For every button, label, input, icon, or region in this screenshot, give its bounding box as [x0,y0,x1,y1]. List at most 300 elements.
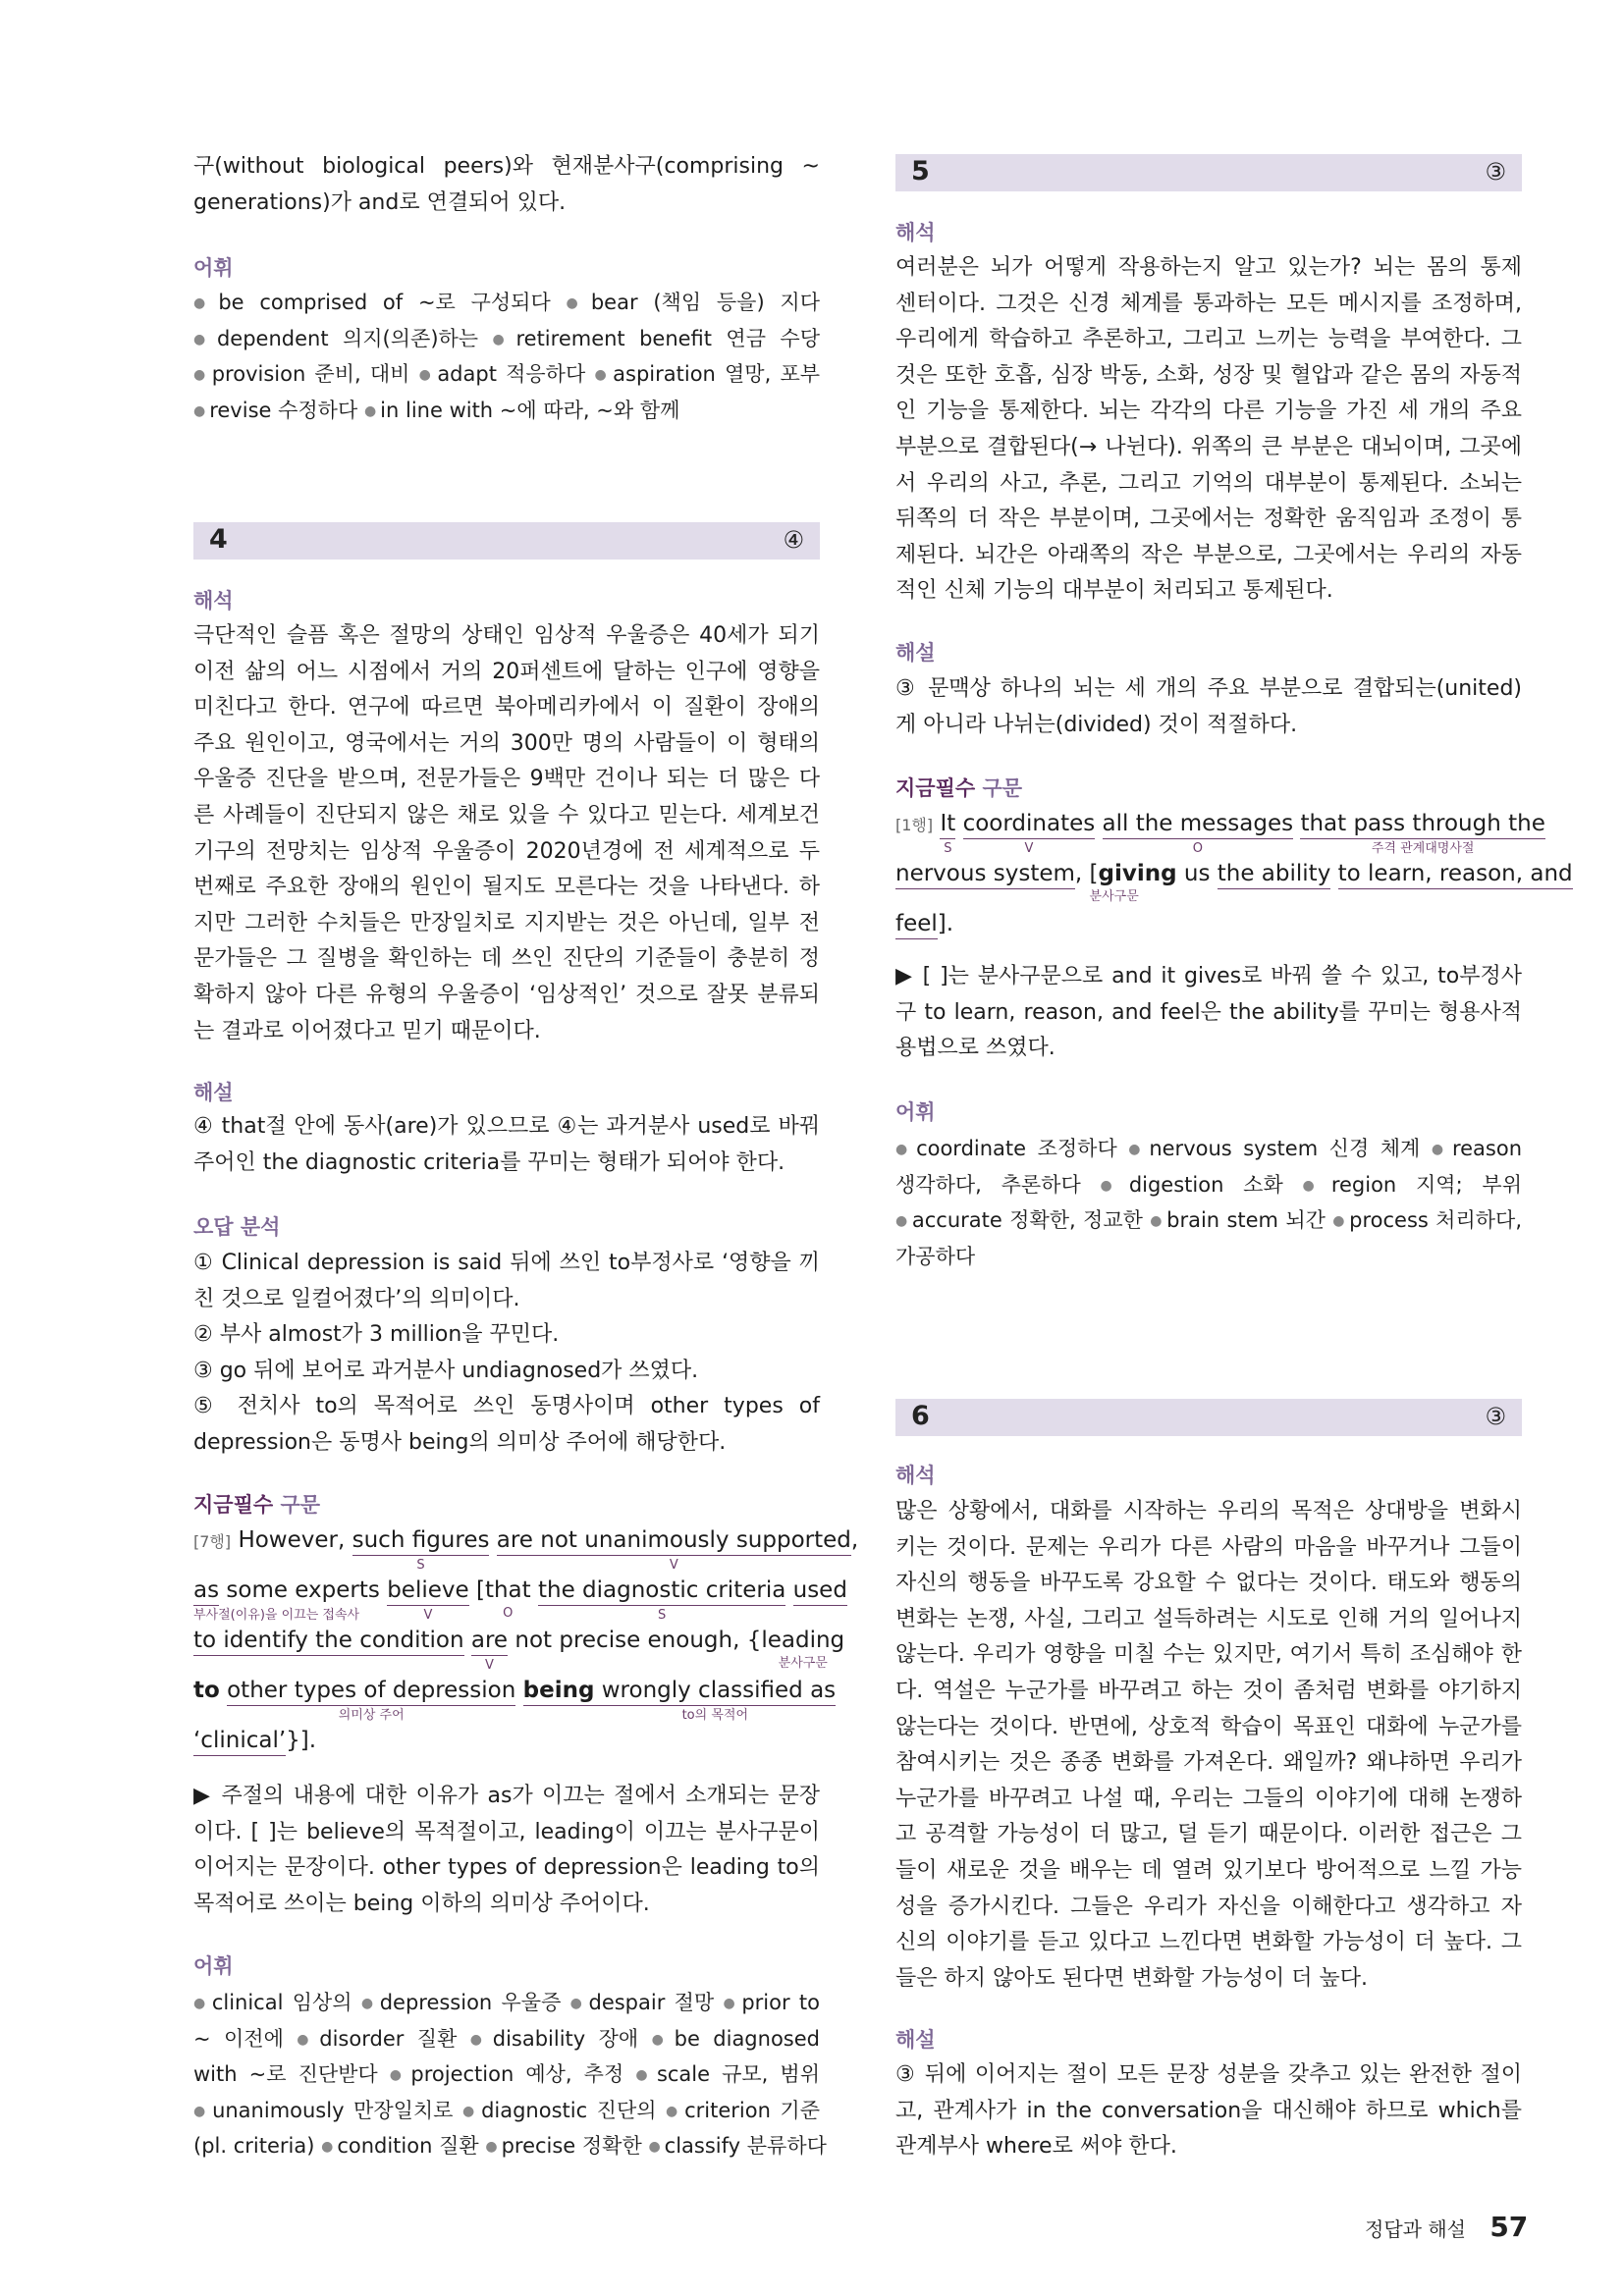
answer-badge: ④ [783,526,804,554]
syntax-analysis [895,807,1573,957]
vocab-row [193,393,820,429]
vocab-text: coordinate 조정하다 [916,1137,1117,1160]
syntax-segment [895,909,938,939]
vocab-text: aspiration 열망, 포부 [613,362,821,387]
page-footer [1365,2211,1528,2243]
syntax-segment [1177,857,1218,890]
vocab-text: despair 절망 [588,1991,715,2014]
question-number: 6 [911,1401,930,1431]
text-line: 목적어로 쓰이는 being 이하의 의미상 주어이다. [193,1891,650,1916]
vocab-text: (pl. criteria) [193,2134,315,2159]
bullet-icon: ● [418,367,434,384]
vocab-text: condition 질환 [337,2134,479,2159]
grammar-label: V [1024,841,1034,856]
text-line: ① Clinical depression is said 뒤에 쓰인 to부정사로 ‘영향을 끼 [193,1251,820,1275]
bullet-icon: ● [1128,1142,1146,1157]
vocab-item [895,1137,1117,1160]
syntax-segment [523,1676,595,1706]
segment-text: that pass through the [1300,811,1545,836]
vocab-text: retirement benefit 연금 수당 [515,326,820,350]
vocab-text: depression 우울증 [379,1991,562,2014]
grammar-label: V [485,1658,494,1673]
bullet-icon: ● [193,1996,208,2011]
segment-text: [ [468,1577,485,1603]
text-line: 우울증 진단을 받으며, 전문가들은 9백만 건이나 되는 더 많은 다 [193,767,820,792]
vocab-row [193,2021,820,2057]
segment-text: to [193,1678,220,1703]
vocab-text: disorder 질환 [319,2026,458,2051]
segment-text: feel [895,911,938,936]
syntax-segment [955,807,962,840]
vocab-text: digestion 소화 [1128,1172,1283,1197]
vocab-item [1432,1137,1522,1160]
grammar-label: S [658,1608,667,1623]
grammar-label: O [503,1606,514,1621]
vocab-item [1303,1173,1522,1197]
syntax-segment [219,1574,387,1607]
text-line: ▶ [ ]는 분사구문으로 and it gives로 바꿔 쓸 수 있고, to부정사 [895,964,1522,988]
text-line: 주요 원인이고, 영국에서는 거의 300만 명의 사람들이 이 형태의 [193,730,820,756]
question-4-header [193,522,820,560]
text-line: 인 기능을 통제한다. 뇌는 각각의 다른 기능을 가진 세 개의 주요 [895,399,1522,424]
syntax-segment [286,1724,316,1757]
text-line: 않는다. 우리가 영향을 미칠 수는 있지만, 여기서 특히 조심해야 한 [895,1642,1522,1668]
syntax-segment [515,1674,522,1707]
segment-text [1095,811,1102,836]
bullet-icon: ● [462,2103,478,2119]
segment-text [515,1678,522,1703]
vocab-text: adapt 적응하다 [437,362,586,387]
bullet-icon: ● [1332,1213,1346,1230]
text-line: 키는 것이다. 문제는 우리가 다른 사람의 마음을 바꾸거나 그들이 [895,1534,1522,1560]
segment-text: that [484,1577,531,1603]
segment-text: It [940,811,956,836]
segment-text [531,1577,538,1603]
segment-text [955,811,962,836]
syntax-segment [962,809,1096,856]
bullet-icon: ● [321,2139,334,2156]
syntax-segment [1330,857,1337,890]
bullet-icon: ● [193,2103,209,2119]
syntax-segment [1099,857,1177,890]
translation-paragraph [895,1494,1522,1997]
vocab-text: nervous system 신경 체계 [1149,1137,1421,1160]
vocab-text: unanimously 만장일치로 [212,2098,454,2122]
vocab-row [895,1131,1522,1167]
segment-text: coordinates [962,811,1096,836]
text-line: 다. 역설은 누군가를 바꾸려고 하는 것이 좀처럼 변화를 야기하지 [895,1678,1522,1703]
vocab-item [361,1991,562,2014]
bullet-icon: ● [193,402,206,419]
explanation-paragraph [193,1109,820,1181]
syntax-segment [1218,859,1331,889]
text-line: 변화는 논쟁, 사실, 그리고 설득하려는 시도로 인해 거의 일어나지 [895,1606,1522,1631]
text-line: 참여시키는 것은 종종 변화를 가져온다. 왜일까? 왜냐하면 우리가 [895,1750,1522,1776]
bullet-icon: ● [1150,1213,1164,1230]
syntax-segment [193,1626,464,1656]
segment-text: are [470,1628,509,1653]
segment-text [489,1527,496,1553]
grammar-label: 의미상 주어 [338,1708,405,1723]
syntax-segment [785,1574,792,1607]
syntax-segment [469,1574,485,1607]
vocab-item [666,2099,820,2122]
key-syntax-heading [895,771,1522,806]
syntax-segment [1095,807,1102,840]
syntax-line [193,1724,820,1774]
vocab-item [485,2134,641,2158]
segment-text: leading [761,1628,845,1653]
vocab-item [567,291,820,314]
vocab-item [470,2027,638,2051]
vocab-row [895,1167,1522,1203]
text-line: ③ 뒤에 이어지는 절이 모든 문장 성분을 갖추고 있는 완전한 절이 [895,2062,1522,2087]
segment-text [1293,811,1300,836]
grammar-label: S [944,841,952,856]
vocab-row [193,2056,820,2093]
translation-heading: 해석 [895,221,936,244]
syntax-segment [594,1676,837,1723]
text-line: 는 결과로 이어졌다고 믿기 때문이다. [193,1018,541,1043]
segment-text: ]. [937,911,954,936]
segment-text: to learn, reason, and [1337,861,1573,886]
explanation-heading: 해설 [193,1081,234,1104]
line-reference: [1행] [895,816,934,834]
vocab-text: process 처리하다, [1349,1208,1522,1233]
bullet-icon: ● [666,2103,681,2119]
syntax-segment [193,1726,286,1756]
vocab-item [594,362,820,386]
question-5-header [895,154,1522,191]
translation-paragraph [193,618,820,1049]
segment-text: us [1176,861,1218,886]
vocab-text: classify 분류하다 [664,2134,827,2159]
segment-text: believe [387,1577,469,1603]
segment-text: wrongly classified as [594,1678,837,1703]
text-line: 적인 신체 기능의 대부분이 처리되고 통제된다. [895,578,1333,604]
vocab-row [193,356,820,393]
vocab-text: bear (책임 등을) 지다 [590,291,820,314]
segment-text: the diagnostic criteria [537,1577,786,1603]
vocab-item [895,1245,975,1268]
vocab-row [193,321,820,357]
vocab-item [895,1173,1081,1197]
vocab-row [193,2128,827,2164]
syntax-segment [238,1523,352,1557]
syntax-segment [352,1525,490,1573]
segment-text: some experts [219,1577,388,1603]
text-line: 이다. [ ]는 believe의 목적절이고, leading이 이끄는 분사구문이 [193,1819,820,1844]
segment-text [785,1577,792,1603]
text-line: 제된다. 뇌간은 아래쪽의 작은 부분으로, 그곳에서는 우리의 자동 [895,542,1522,567]
explanation-heading: 해설 [895,641,936,665]
vocab-list [193,285,820,428]
explanation-heading: 해설 [895,2028,936,2052]
vocab-text: projection 예상, 추정 [410,2062,624,2087]
text-line: 번째로 주요한 장애의 원인이 될지도 모른다는 것을 나타낸다. 하 [193,875,820,900]
bullet-icon: ● [895,1142,913,1157]
segment-text [1330,861,1337,886]
text-line: 문가들은 그 질병을 확인하는 데 쓰인 진단의 기준들이 충분히 정 [193,946,820,972]
grammar-label: V [669,1558,678,1573]
vocab-item [723,1991,819,2014]
text-line: 미친다고 한다. 연구에 따르면 북아메리카에서 이 질환이 장애의 [193,695,820,721]
text-line: 여러분은 뇌가 어떻게 작용하는지 알고 있는가? 뇌는 몸의 통제 [895,255,1522,280]
explanation-paragraph [895,671,1522,743]
text-line: 른 사례들이 진단되지 않은 채로 있을 수 있다고 믿는다. 세계보건 [193,802,820,828]
vocab-row [193,285,820,321]
translation-heading: 해석 [895,1464,936,1487]
text-line: ⑤ 전치사 to의 목적어로 쓰인 동명사이며 other types of [193,1394,820,1419]
text-line: 않는다는 것이다. 반면에, 상호적 학습이 목표인 대화에 누군가를 [895,1714,1522,1739]
intro-paragraph [193,149,820,221]
bullet-icon: ● [193,295,215,311]
vocab-item [648,2134,826,2158]
grammar-label: S [416,1558,425,1573]
vocab-text: criterion 기준 [684,2098,820,2122]
text-line: ② 부사 almost가 3 million을 꾸민다. [193,1322,560,1348]
text-line: ▶ 주절의 내용에 대한 이유가 as가 이끄는 절에서 소개되는 문장 [193,1784,820,1808]
text-line: 신의 이야기를 듣고 있다고 느낀다면 변화할 가능성이 더 높다. 그 [895,1930,1522,1955]
text-line: 고 공격할 가능성이 더 많고, 덜 듣기 때문이다. 이러한 접근은 그 [895,1822,1522,1847]
text-line: 성을 증가시킨다. 그들은 우리가 자신을 이해한다고 생각하고 자 [895,1894,1522,1919]
vocab-row [193,2093,820,2129]
syntax-line [895,857,1573,907]
answer-badge: ③ [1485,158,1506,186]
vocab-heading: 어휘 [193,256,234,280]
vocab-row [895,1239,1522,1275]
text-line: ④ that절 안에 동사(are)가 있으므로 ④는 과거분사 used로 바꿔 [193,1114,820,1139]
vocab-text: prior to [741,1991,820,2014]
grammar-label: 부사절(이유)을 이끄는 접속사 [193,1608,360,1623]
bullet-icon: ● [193,331,213,347]
vocab-text: accurate 정확한, 정교한 [911,1208,1143,1233]
text-line: 이전 삶의 어느 시점에서 거의 20퍼센트에 달하는 인구에 영향을 [193,659,820,684]
vocab-text: provision 준비, 대비 [211,362,410,387]
bullet-icon: ● [492,331,513,347]
vocab-item [652,2027,820,2051]
segment-text: ‘clinical’ [193,1728,287,1753]
vocab-item [493,327,820,350]
vocab-heading: 어휘 [193,1954,234,1978]
bullet-icon: ● [635,2067,653,2084]
vocab-text: in line with ~에 따라, ~와 함께 [380,398,680,422]
text-line: 많은 상황에서, 대화를 시작하는 우리의 목적은 상대방을 변화시 [895,1499,1522,1523]
syntax-segment [1338,859,1573,889]
bullet-icon: ● [1431,1142,1448,1157]
segment-text: as [193,1577,220,1603]
bullet-icon: ● [363,402,377,419]
vocab-text: scale 규모, 범위 [656,2062,821,2087]
grammar-label: O [1192,841,1203,856]
translation-heading: 해석 [193,589,234,613]
syntax-segment [1293,807,1300,840]
key-syntax-label: 지금필수 [895,776,976,800]
vocab-item [193,2134,314,2158]
text-line: 관계부사 where로 써야 한다. [895,2134,1177,2160]
bullet-icon: ● [569,1996,585,2011]
text-line: ③ go 뒤에 보어로 과거분사 undiagnosed가 쓰였다. [193,1358,699,1383]
syntax-segment [464,1624,471,1657]
syntax-segment [851,1523,858,1557]
grammar-label: 주격 관계대명사절 [1371,841,1475,856]
vocab-item [193,2099,453,2122]
vocab-text: be comprised of ~로 구성되다 [218,291,551,314]
syntax-segment [387,1575,469,1623]
bullet-icon: ● [360,1996,376,2011]
key-syntax-sub: 구문 [982,776,1023,800]
text-line: 구 to learn, reason, and feel은 the ability를 꾸미는 형용사적 [895,999,1522,1025]
text-line: 서 우리의 사고, 추론, 그리고 기억의 대부분이 통제된다. 소뇌는 [895,470,1522,496]
segment-text: giving [1098,861,1177,886]
translation-paragraph [895,250,1522,610]
syntax-segment [508,1624,761,1657]
syntax-segment [496,1525,851,1573]
question-number: 4 [209,524,228,555]
vocab-item [895,1208,1143,1232]
vocab-text: be diagnosed [674,2026,820,2051]
segment-text: , [1074,861,1090,886]
syntax-segment [470,1626,509,1673]
vocab-item [364,399,679,422]
text-line: generations)가 and로 연결되어 있다. [193,189,567,215]
syntax-line [193,1523,859,1574]
vocab-text: with ~로 진단받다 [193,2062,378,2087]
vocab-heading: 어휘 [895,1100,936,1124]
vocab-row [193,1985,820,2021]
vocab-item [635,2062,820,2086]
vocab-item [1150,1208,1326,1232]
vocab-text: diagnostic 진단의 [481,2098,657,2122]
vocab-item [1101,1173,1283,1197]
vocab-text: reason [1451,1137,1522,1160]
syntax-segment [938,907,953,940]
syntax-segment [1102,809,1294,856]
page-number: 57 [1489,2211,1529,2243]
footer-section-title: 정답과 해설 [1365,2217,1466,2241]
bullet-icon: ● [1100,1177,1125,1194]
vocab-text: 가공하다 [895,1244,976,1268]
bullet-icon: ● [651,2031,671,2048]
syntax-line [895,807,1545,857]
syntax-note [193,1779,820,1922]
text-line: 극단적인 슬픔 혹은 절망의 상태인 임상적 우울증은 40세가 되기 [193,623,820,648]
bullet-icon: ● [566,295,587,311]
syntax-analysis [193,1523,859,1774]
vocab-row [895,1202,1522,1239]
syntax-segment [484,1574,531,1621]
vocab-item [193,399,357,422]
segment-text [464,1628,471,1653]
answer-badge: ③ [1485,1403,1506,1430]
vocab-item [193,327,478,350]
segment-text: }]. [286,1728,317,1753]
segment-text: are not unanimously supported [496,1527,851,1553]
segment-text: to identify the condition [193,1628,464,1653]
text-line: 우리에게 학습하고 추론하고, 그리고 느끼는 능력을 부여한다. 그 [895,327,1522,352]
text-line: 센터이다. 그것은 신경 체계를 통과하는 모든 메시지를 조정하며, [895,291,1522,316]
text-line: 게 아니라 나뉘는(divided) 것이 적절하다. [895,712,1298,737]
vocab-item [462,2099,657,2122]
syntax-segment [895,859,1075,889]
vocab-item [1332,1208,1522,1232]
vocab-item [193,362,409,386]
text-line: 용법으로 쓰였다. [895,1036,1056,1061]
syntax-segment [489,1523,496,1557]
segment-text: other types of depression [227,1678,516,1703]
wrong-answer-heading: 오답 분석 [193,1215,281,1239]
text-line: 이어지는 문장이다. other types of depression은 leading to의 [193,1855,820,1881]
text-line: 들은 하지 않아도 된다면 변화할 가능성이 더 높다. [895,1965,1368,1991]
bullet-icon: ● [648,2139,661,2156]
vocab-item [193,2027,284,2051]
vocab-item [419,362,586,386]
text-line: 것은 또한 호흡, 심장 박동, 소화, 성장 및 혈압과 같은 몸의 자동적 [895,362,1522,388]
segment-text: not precise enough, { [508,1628,762,1653]
vocab-text: 생각하다, 추론하다 [895,1172,1081,1197]
bullet-icon: ● [389,2067,407,2084]
vocab-text: revise 수정하다 [209,398,358,422]
grammar-label: 분사구문 [1089,889,1139,904]
text-line: 고, 관계사가 in the conversation을 대신해야 하므로 which를 [895,2098,1522,2123]
text-line: 확하지 않아 다른 유형의 우울증이 ‘임상적인’ 것으로 잘못 분류되 [193,982,820,1007]
vocab-list [895,1131,1522,1274]
vocab-text: disability 장애 [492,2026,639,2051]
syntax-segment [531,1574,538,1607]
bullet-icon: ● [895,1213,908,1230]
text-line: 친 것으로 일컬어졌다’의 의미이다. [193,1286,520,1311]
vocab-item [390,2062,623,2086]
syntax-segment [227,1676,516,1723]
wrong-answer-list [193,1246,820,1462]
text-line: 누군가를 바꾸려고 나설 때, 우리는 그들의 이야기에 대해 논쟁하 [895,1786,1522,1811]
explanation-paragraph [895,2057,1522,2165]
segment-text: such figures [352,1527,490,1553]
key-syntax-heading [193,1487,820,1522]
syntax-segment [1075,857,1090,890]
syntax-segment [537,1575,786,1623]
syntax-segment [793,1575,847,1606]
key-syntax-label: 지금필수 [193,1493,274,1517]
vocab-item [193,1991,352,2014]
grammar-label: V [423,1608,433,1623]
vocab-list [193,1985,827,2164]
text-line: 들이 새로운 것을 배우는 데 열려 있기보다 방어적으로 느낄 가능 [895,1857,1522,1883]
vocab-item [570,1991,715,2014]
vocab-text: brain stem 뇌간 [1166,1208,1326,1233]
vocab-item [297,2027,457,2051]
syntax-segment [1300,809,1545,856]
segment-text: being [522,1678,595,1703]
grammar-label: to의 목적어 [681,1708,749,1723]
vocab-item [193,2062,378,2086]
segment-text: the ability [1217,861,1331,886]
key-syntax-sub: 구문 [280,1493,321,1517]
text-line: depression은 동명사 being의 의미상 주어에 해당한다. [193,1429,727,1455]
question-number: 5 [911,156,930,187]
segment-text: all the messages [1102,811,1294,836]
line-reference: [7행] [193,1532,232,1551]
text-line: 지만 그러한 수치들은 만장일치로 지지받는 것은 아닌데, 일부 전 [193,910,820,935]
text-line: ③ 문맥상 하나의 뇌는 세 개의 주요 부분으로 결합되는(united) [895,676,1522,701]
vocab-text: ~ 이전에 [193,2026,284,2051]
grammar-label: 분사구문 [778,1656,828,1671]
text-line: 주어인 the diagnostic criteria를 꾸미는 형태가 되어야 한다. [193,1149,785,1175]
syntax-line [193,1624,845,1674]
bullet-icon: ● [485,2139,498,2156]
bullet-icon: ● [594,367,610,384]
syntax-segment [193,1674,220,1707]
